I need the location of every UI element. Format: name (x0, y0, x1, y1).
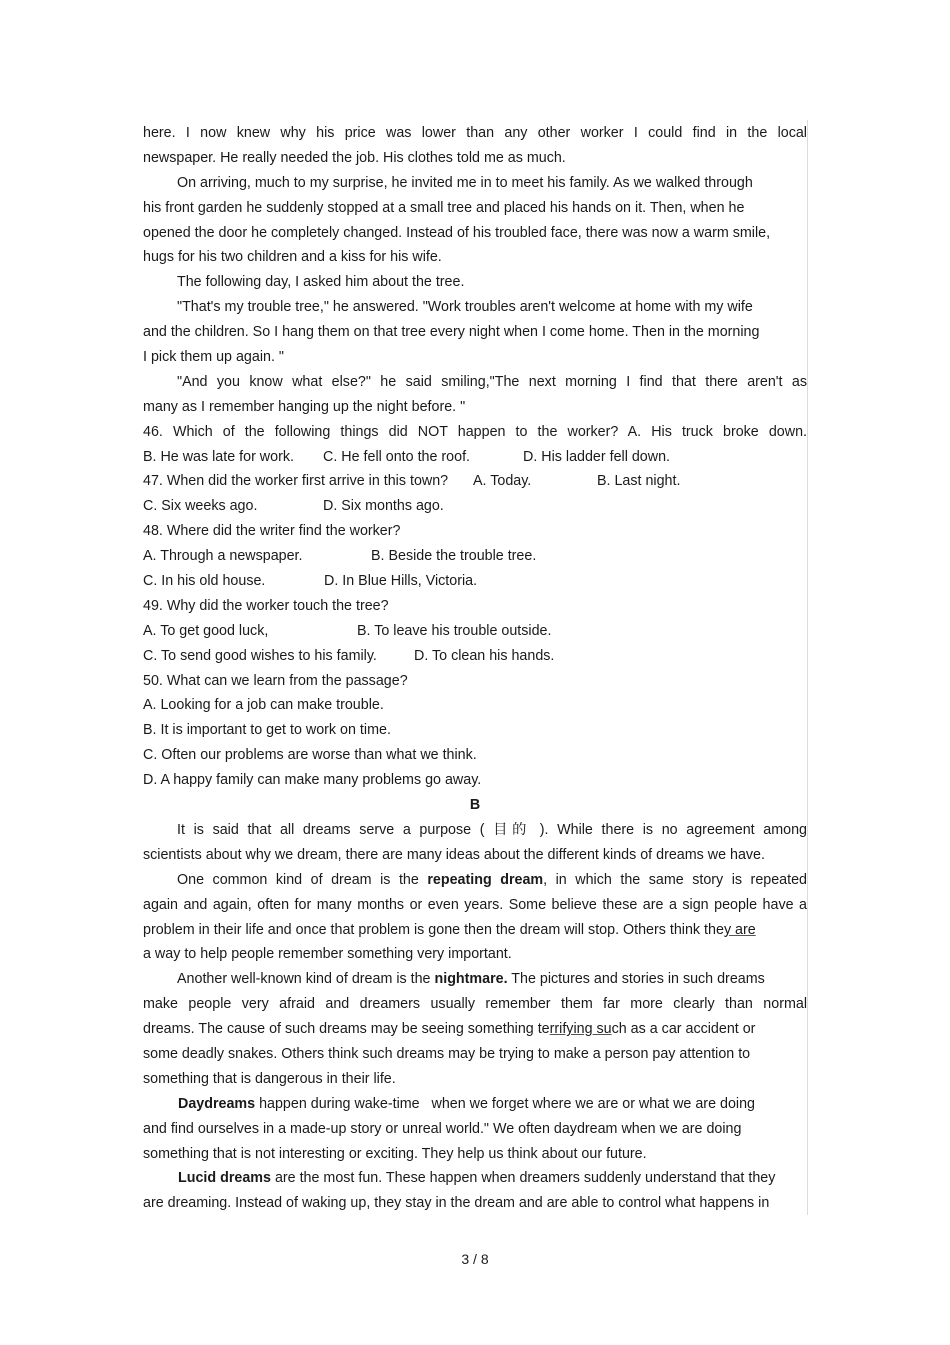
term-repeating-dream: repeating dream (427, 871, 544, 888)
option: D. To clean his hands. (414, 647, 555, 664)
option: B. It is important to get to work on time. (143, 722, 391, 739)
option: D. A happy family can make many problems go away. (143, 772, 482, 789)
term-nightmare: nightmare. (434, 971, 508, 988)
text-line: and the children. So I hang them on that tree every night when I come home. Then in the morning (143, 324, 760, 341)
text-line: some deadly snakes. Others think such dreams may be trying to make a person pay attention to (143, 1045, 751, 1062)
text-line (143, 1017, 807, 1042)
text-line: his front garden he suddenly stopped at a small tree and placed his hands on it. Then, when he (143, 199, 745, 216)
text-line: make people very afraid and dreamers usually remember them far more clearly than normal (143, 996, 807, 1013)
text-line (143, 868, 807, 893)
question-47-stem (143, 469, 807, 494)
text-line: something that is dangerous in their life. (143, 1070, 396, 1087)
option: D. In Blue Hills, Victoria. (324, 573, 478, 590)
option: B. Last night. (597, 473, 681, 490)
option: D. His ladder fell down. (523, 448, 671, 465)
option: C. Six weeks ago. (143, 498, 258, 515)
text-line (143, 1092, 807, 1117)
question-47-options (143, 494, 807, 519)
option: C. In his old house. (143, 573, 266, 590)
text-line (143, 967, 807, 992)
question-46-stem: 46. Which of the following things did NOT happen to the worker? A. His truck broke down. (143, 423, 807, 440)
option: A. Through a newspaper. (143, 548, 303, 565)
option: C. He fell onto the roof. (323, 448, 471, 465)
question-46-options (143, 445, 807, 470)
underlined-text: rrifying su (549, 1021, 612, 1038)
text-line: something that is not interesting or exciting. They help us think about our future. (143, 1145, 647, 1162)
option: A. To get good luck, (143, 622, 269, 639)
question-48-stem: 48. Where did the writer find the worker? (143, 523, 401, 540)
text-run: ch as a car accident or (611, 1021, 756, 1038)
text-line: again and again, often for many months or even years. Some believe these are a sign people have a (143, 896, 807, 913)
text-line: The following day, I asked him about the tree. (177, 274, 465, 291)
text-line: are dreaming. Instead of waking up, they stay in the dream and are able to control what happens in (143, 1195, 770, 1212)
text-line: On arriving, much to my surprise, he invited me in to meet his family. As we walked through (177, 174, 753, 191)
underlined-text: y are (723, 921, 756, 938)
option: C. To send good wishes to his family. (143, 647, 377, 664)
page-number: 3 / 8 (461, 1251, 489, 1267)
text-line: opened the door he completely changed. Instead of his troubled face, there was now a warm smile, (143, 224, 771, 241)
section-heading: B (469, 797, 481, 814)
text-line: "That's my trouble tree," he answered. "Work troubles aren't welcome at home with my wife (177, 299, 753, 316)
question-48-options (143, 544, 807, 569)
question-49-stem: 49. Why did the worker touch the tree? (143, 597, 389, 614)
text-run: are the most fun. These happen when dreamers suddenly understand that they (270, 1170, 776, 1187)
text-line: hugs for his two children and a kiss for his wife. (143, 249, 442, 266)
question-49-options (143, 619, 807, 644)
text-run: happen during wake-time when we forget where we are or what we are doing (255, 1095, 755, 1112)
option: A. Looking for a job can make trouble. (143, 697, 384, 714)
text-line: scientists about why we dream, there are many ideas about the different kinds of dreams we have. (143, 846, 765, 863)
option: C. Often our problems are worse than what we think. (143, 747, 477, 764)
term-lucid-dreams: Lucid dreams (178, 1170, 271, 1187)
text-run: dreams. The cause of such dreams may be seeing something te (143, 1021, 550, 1038)
term-daydreams: Daydreams (178, 1095, 256, 1112)
text-run: , in which the same story is repeated (543, 871, 807, 888)
text-line: I pick them up again. " (143, 349, 284, 366)
text-line (143, 918, 807, 943)
option: D. Six months ago. (323, 498, 444, 515)
option: A. Today. (473, 473, 532, 490)
text-line: many as I remember hanging up the night before. " (143, 398, 466, 415)
margin-rule (807, 120, 808, 1215)
text-line: here. I now knew why his price was lower than any other worker I could find in the local (143, 125, 807, 141)
text-line (143, 1166, 807, 1191)
text-run: Another well-known kind of dream is the (177, 971, 435, 988)
question-text: 47. When did the worker first arrive in this town? (143, 473, 449, 490)
option: B. Beside the trouble tree. (371, 548, 537, 565)
text-run: The pictures and stories in such dreams (507, 971, 765, 988)
question-48-options (143, 569, 807, 594)
text-line: and find ourselves in a made-up story or unreal world." We often daydream when we are doing (143, 1120, 742, 1137)
question-49-options (143, 644, 807, 669)
text-line: newspaper. He really needed the job. His clothes told me as much. (143, 149, 566, 166)
text-run: One common kind of dream is the (177, 871, 428, 888)
text-run: problem in their life and once that problem is gone then the dream will stop. Others think the (143, 921, 724, 938)
question-50-stem: 50. What can we learn from the passage? (143, 672, 408, 689)
text-line: a way to help people remember something very important. (143, 946, 512, 963)
option: B. He was late for work. (143, 448, 294, 465)
option: B. To leave his trouble outside. (357, 622, 552, 639)
text-line: "And you know what else?" he said smiling,"The next morning I find that there aren't as (177, 373, 807, 390)
text-line: It is said that all dreams serve a purpose ( 目的 ). While there is no agreement among (177, 821, 807, 838)
page-body (143, 121, 807, 1216)
